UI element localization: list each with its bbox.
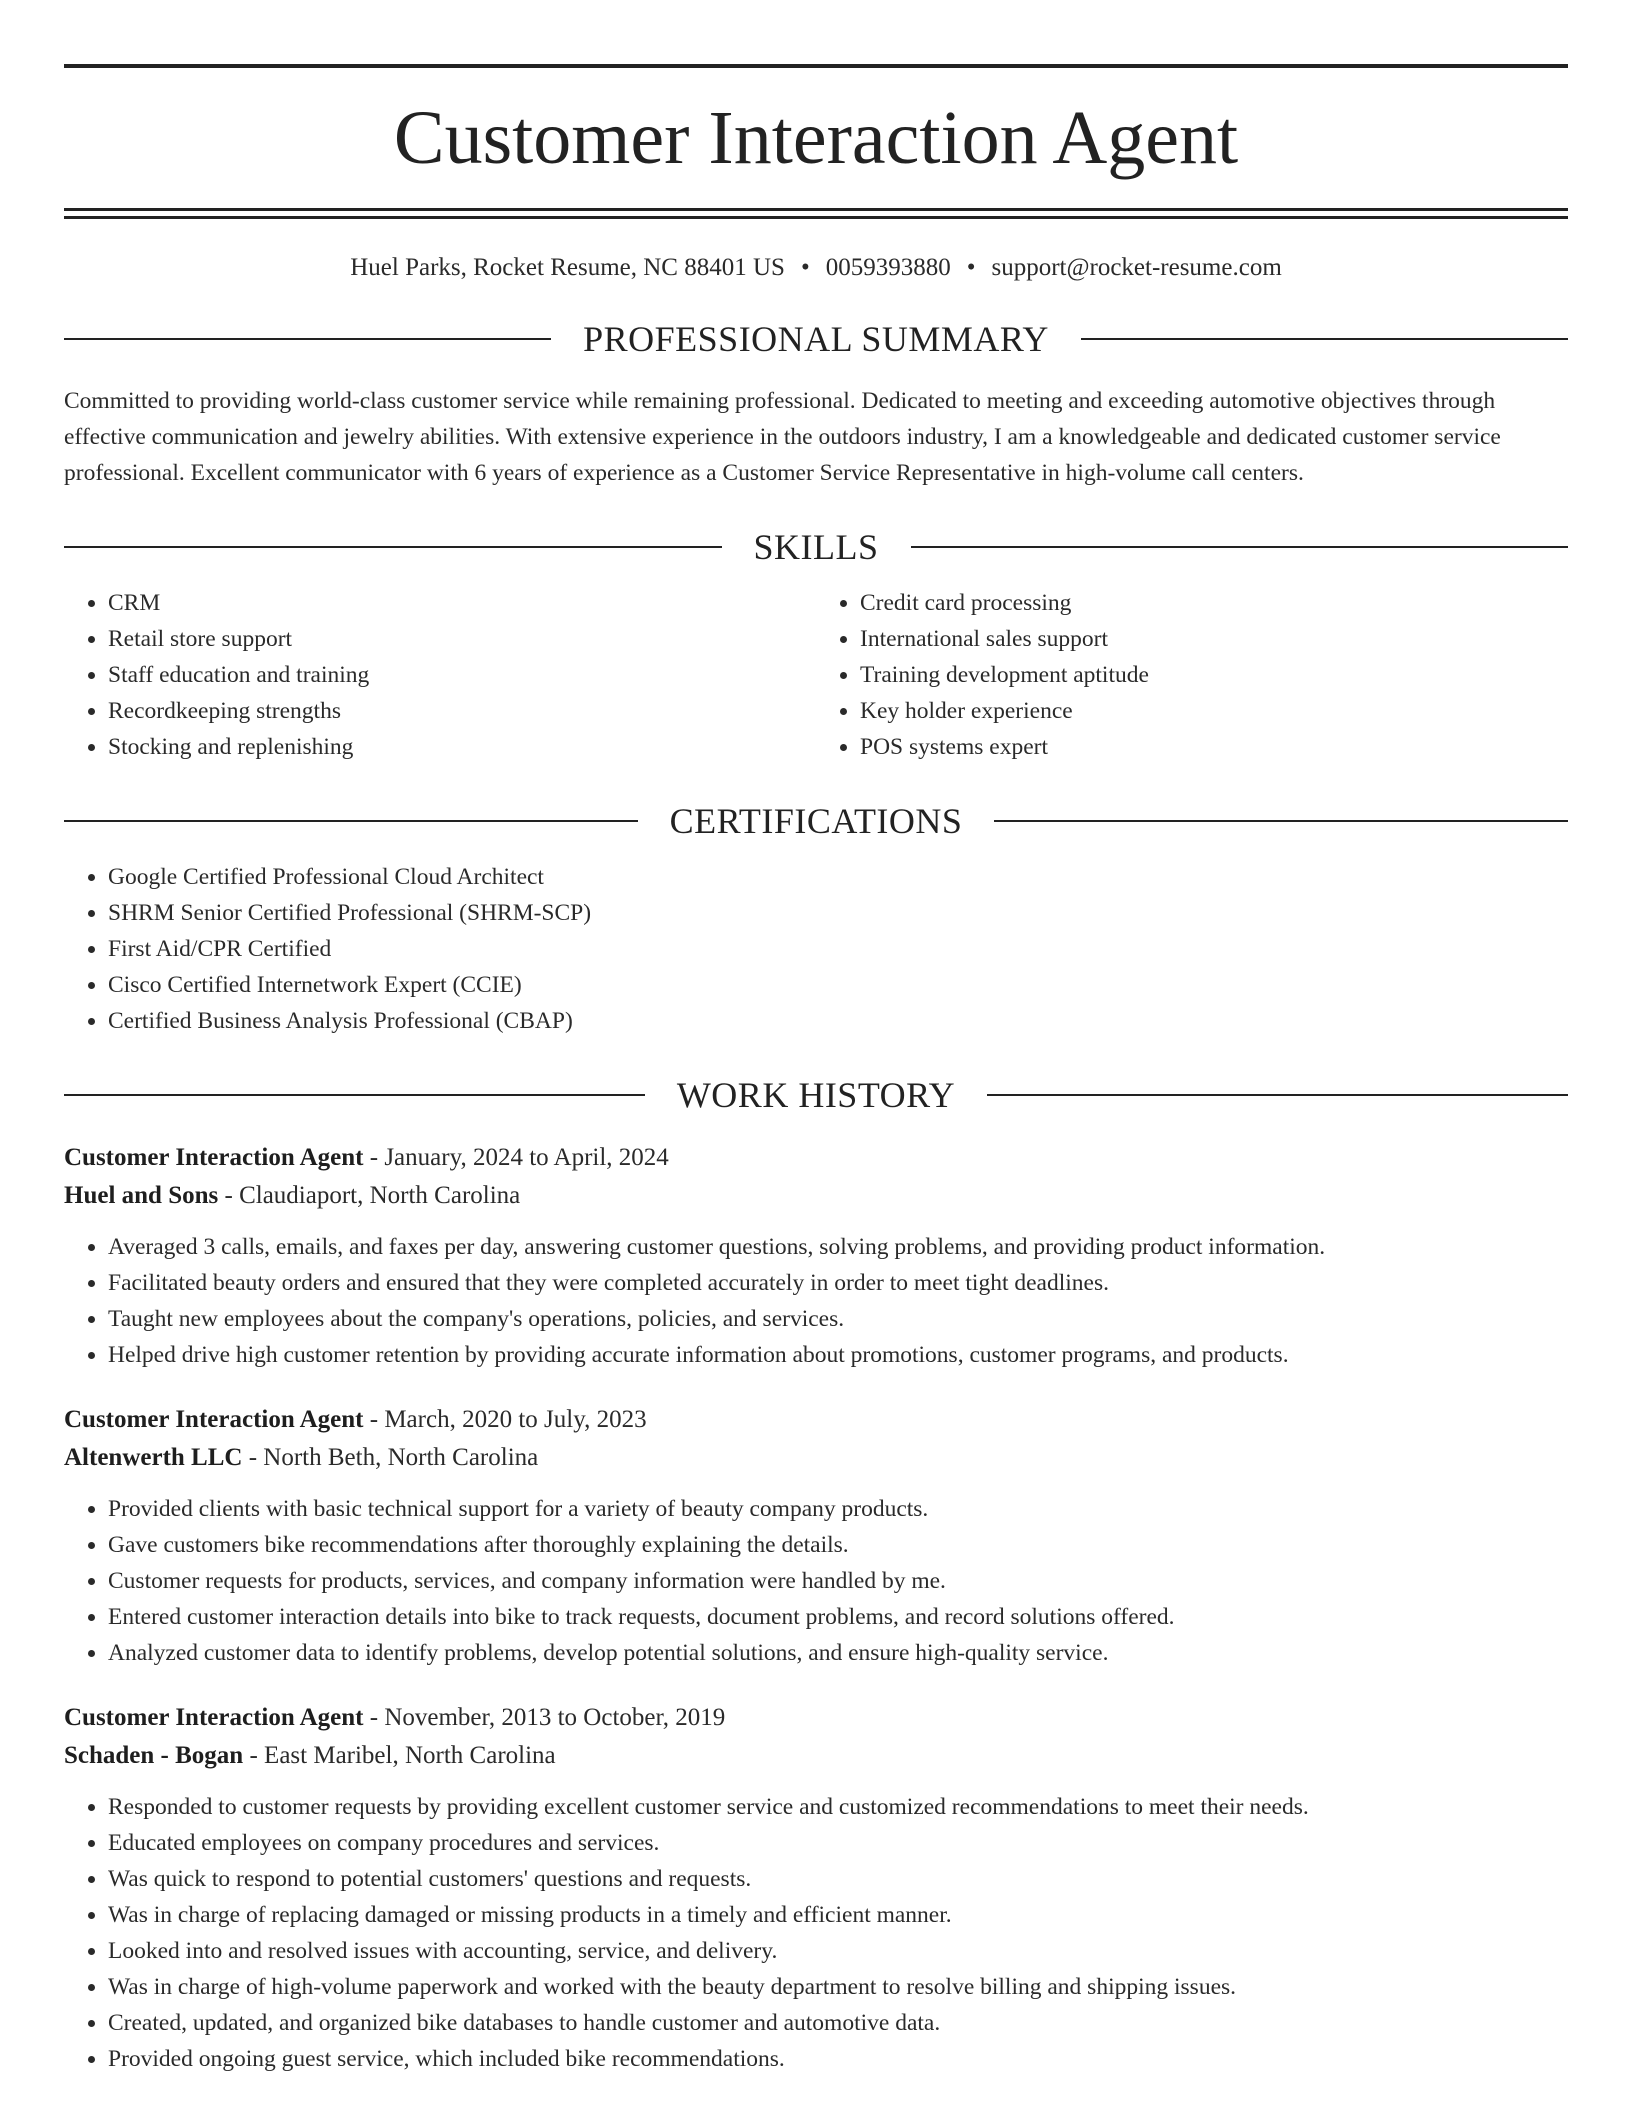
summary-text: Committed to providing world-class customer service while remaining professional. Dedicated to meeting and exceeding automotive objectives through effective communication and jewelry abilities. With extensive experience in the outdoors industry, I am a knowledgeable and dedicated customer service professional. Excellent communicator with 6 years of experience as a Customer Service Representative in high-volume call centers. (64, 388, 1501, 486)
resume-page (64, 64, 1568, 2077)
job-company-line (64, 1737, 1568, 1775)
skill-item: • Retail store support (108, 621, 816, 657)
job-duty: • Provided ongoing guest service, which included bike recommendations. (108, 2041, 1568, 2077)
job-duty: • Was quick to respond to potential customers' questions and requests. (108, 1861, 1568, 1897)
header-top-rule (64, 64, 1568, 68)
contact-address: Huel Parks, Rocket Resume, NC 88401 US (350, 254, 785, 281)
job-entry (64, 1401, 1568, 1671)
contact-phone: 0059393880 (825, 254, 951, 281)
section-heading-skills (64, 527, 1568, 567)
work-history-list (64, 1139, 1568, 2077)
skill-item: • Credit card processing (860, 585, 1568, 621)
contact-email: support@rocket-resume.com (991, 254, 1282, 281)
resume-title: Customer Interaction Agent (393, 96, 1239, 180)
job-location: - Claudiaport, North Carolina (218, 1182, 521, 1209)
certification-item: • Cisco Certified Internetwork Expert (CCIE) (108, 967, 1568, 1003)
skills-grid (64, 567, 1568, 765)
job-duties (64, 1491, 1568, 1671)
job-company-line (64, 1439, 1568, 1477)
job-duty: • Gave customers bike recommendations after thoroughly explaining the details. (108, 1527, 1568, 1563)
job-duty: • Helped drive high customer retention by providing accurate information about promotions, customer programs, and products. (108, 1337, 1568, 1373)
contact-line (64, 253, 1568, 283)
heading-rule-right (1081, 338, 1568, 340)
job-duty: • Taught new employees about the company's operations, policies, and services. (108, 1301, 1568, 1337)
skills-list-right (816, 585, 1568, 765)
section-heading-certifications (64, 801, 1568, 841)
job-title-line (64, 1139, 1568, 1177)
job-title-line (64, 1401, 1568, 1439)
job-duty: • Looked into and resolved issues with accounting, service, and delivery. (108, 1933, 1568, 1969)
skill-item: • Key holder experience (860, 693, 1568, 729)
heading-rule-right (911, 546, 1569, 548)
section-title: SKILLS (753, 527, 879, 567)
job-company: Schaden - Bogan (64, 1742, 244, 1769)
job-duty: • Customer requests for products, services, and company information were handled by me. (108, 1563, 1568, 1599)
heading-rule-right (987, 1094, 1568, 1096)
job-duty: • Created, updated, and organized bike databases to handle customer and automotive data. (108, 2005, 1568, 2041)
job-company: Altenwerth LLC (64, 1444, 243, 1471)
job-dates: - March, 2020 to July, 2023 (363, 1406, 647, 1433)
skills-list-left (64, 585, 816, 765)
job-duties (64, 1789, 1568, 2077)
job-duty: • Responded to customer requests by providing excellent customer service and customized recommendations to meet their needs. (108, 1789, 1568, 1825)
skill-item: • International sales support (860, 621, 1568, 657)
job-location: - North Beth, North Carolina (242, 1444, 539, 1471)
job-title: Customer Interaction Agent (64, 1406, 364, 1433)
job-duty: • Educated employees on company procedures and services. (108, 1825, 1568, 1861)
job-duty: • Averaged 3 calls, emails, and faxes per day, answering customer questions, solving problems, and providing product information. (108, 1229, 1568, 1265)
job-duty: • Facilitated beauty orders and ensured that they were completed accurately in order to meet tight deadlines. (108, 1265, 1568, 1301)
job-entry (64, 1139, 1568, 1373)
job-duty: • Provided clients with basic technical support for a variety of beauty company products. (108, 1491, 1568, 1527)
skill-item: • CRM (108, 585, 816, 621)
certification-item: • Certified Business Analysis Professional (CBAP) (108, 1003, 1568, 1039)
job-company: Huel and Sons (64, 1182, 219, 1209)
certification-item: • Google Certified Professional Cloud Architect (108, 859, 1568, 895)
skill-item: • Stocking and replenishing (108, 729, 816, 765)
job-location: - East Maribel, North Carolina (243, 1742, 556, 1769)
skill-item: • Training development aptitude (860, 657, 1568, 693)
heading-rule-left (64, 820, 638, 822)
job-dates: - November, 2013 to October, 2019 (363, 1704, 726, 1731)
section-heading-work-history (64, 1075, 1568, 1115)
heading-rule-left (64, 338, 551, 340)
job-duty: • Analyzed customer data to identify problems, develop potential solutions, and ensure high-quality service. (108, 1635, 1568, 1671)
job-title: Customer Interaction Agent (64, 1144, 364, 1171)
job-title-line (64, 1699, 1568, 1737)
contact-separator: • (800, 254, 810, 281)
job-duties (64, 1229, 1568, 1373)
section-title: PROFESSIONAL SUMMARY (583, 319, 1049, 359)
job-entry (64, 1699, 1568, 2077)
job-dates: - January, 2024 to April, 2024 (363, 1144, 669, 1171)
heading-rule-right (994, 820, 1568, 822)
contact-separator: • (966, 254, 976, 281)
certification-item: • First Aid/CPR Certified (108, 931, 1568, 967)
heading-rule-left (64, 1094, 645, 1096)
job-duty: • Was in charge of replacing damaged or missing products in a timely and efficient manner. (108, 1897, 1568, 1933)
certification-item: • SHRM Senior Certified Professional (SHRM-SCP) (108, 895, 1568, 931)
skill-item: • Staff education and training (108, 657, 816, 693)
heading-rule-left (64, 546, 722, 548)
section-heading-summary (64, 319, 1568, 359)
section-title: WORK HISTORY (676, 1075, 956, 1115)
certifications-list (64, 859, 1568, 1039)
section-title: CERTIFICATIONS (669, 801, 963, 841)
job-duty: • Entered customer interaction details into bike to track requests, document problems, and record solutions offered. (108, 1599, 1568, 1635)
job-title: Customer Interaction Agent (64, 1704, 364, 1731)
skill-item: • POS systems expert (860, 729, 1568, 765)
job-company-line (64, 1177, 1568, 1215)
skill-item: • Recordkeeping strengths (108, 693, 816, 729)
job-duty: • Was in charge of high-volume paperwork and worked with the beauty department to resolve billing and shipping issues. (108, 1969, 1568, 2005)
header-double-rule (64, 208, 1568, 219)
